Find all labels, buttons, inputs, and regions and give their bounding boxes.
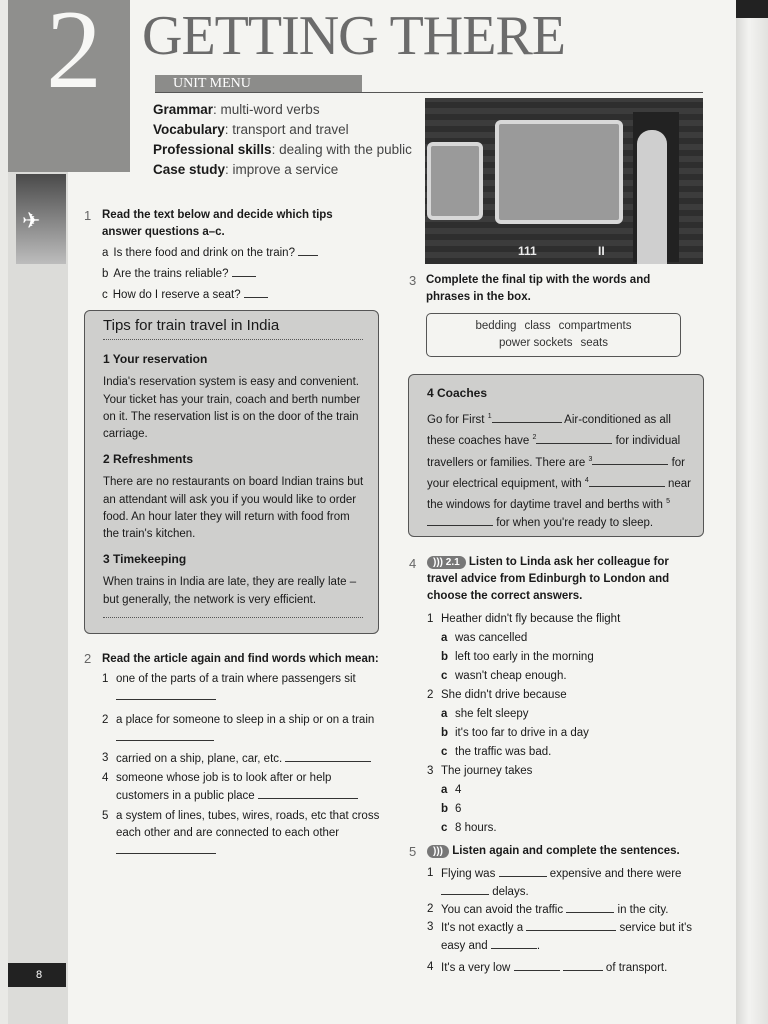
list-item: 2 a place for someone to sleep in a ship or on a train (102, 712, 380, 747)
answer-option: c 8 hours. (441, 822, 497, 834)
margin-strip (8, 170, 68, 1024)
page-number: 8 (8, 963, 66, 987)
list-item: 5 a system of lines, tubes, wires, roads, etc that cross each other and are connected to each other (102, 808, 380, 860)
answer-option: a was cancelled (441, 632, 528, 644)
unit-number: 2 (46, 0, 102, 112)
list-item: 3 carried on a ship, plane, car, etc. (102, 750, 380, 768)
unit-title: GETTING THERE (142, 5, 565, 67)
answer-option: c the traffic was bad. (441, 746, 552, 758)
menu-row: Professional skills: dealing with the public (153, 142, 412, 157)
train-number: 111 (518, 244, 537, 258)
exercise-5 (427, 843, 703, 977)
list-item: 4 someone whose job is to look after or help customers in a public place (102, 770, 380, 805)
answer-option: a she felt sleepy (441, 708, 529, 720)
list-item: 2 She didn't drive because (427, 689, 567, 701)
menu-divider (155, 92, 703, 93)
tips-section: 3 Timekeeping When trains in India are late, they are really late – but generally, the network is very efficient. (103, 552, 357, 606)
coaches-tip-box (408, 374, 704, 537)
audio-track-badge: ))) (427, 845, 449, 858)
answer-option: b 6 (441, 803, 462, 815)
exercise-2-number: 2 (84, 651, 92, 666)
coaches-heading: 4 Coaches (427, 386, 488, 400)
answer-option: b it's too far to drive in a day (441, 727, 589, 739)
list-item: c How do I reserve a seat? (102, 286, 362, 304)
exercise-2 (102, 651, 380, 860)
unit-menu-tab: UNIT MENU (155, 75, 362, 93)
exercise-4-number: 4 (409, 556, 417, 571)
coaches-text: Go for First $^1$ Air-conditioned as all these coaches have $^2$ for individual travellers or families. There are $^3$ for your electrical equipment, with $^4$ near the windows for daytime travel and berths with $^5$ for when you're ready to sleep. (427, 408, 693, 532)
exercise-5-heading: ))) Listen again and complete the sentences. (427, 843, 703, 860)
exercise-2-heading: Read the article again and find words which mean: (102, 653, 379, 665)
spine-edge (736, 0, 768, 18)
list-item: b Are the trains reliable? (102, 265, 362, 283)
list-item: 1 one of the parts of a train where passengers sit (102, 671, 380, 706)
exercise-3-number: 3 (409, 273, 417, 288)
tips-box (84, 310, 379, 634)
list-item: 4 It's a very low of transport. (427, 961, 668, 974)
exercise-1-heading: Read the text below and decide which tips answer questions a–c. (102, 209, 333, 238)
tips-section: 2 Refreshments There are no restaurants on board Indian trains but an attendant will ask you if you would like to order food. An hour later they will return with food from the train's kitchen. (103, 452, 364, 541)
list-item: 1 Heather didn't fly because the flight (427, 613, 621, 625)
book-spine (736, 0, 768, 1024)
exercise-5-number: 5 (409, 844, 417, 859)
word-box: bedding class compartments power sockets seats (426, 313, 681, 357)
unit-number-block (8, 0, 130, 172)
list-item: a Is there food and drink on the train? (102, 244, 362, 262)
list-item: 2 You can avoid the traffic in the city. (427, 903, 669, 916)
exercise-4 (427, 554, 699, 838)
menu-row: Vocabulary: transport and travel (153, 122, 349, 137)
list-item: 3 The journey takes (427, 765, 533, 777)
menu-row: Grammar: multi-word verbs (153, 102, 320, 117)
tips-title: Tips for train travel in India (103, 317, 280, 334)
train-number-2: II (598, 244, 605, 258)
plane-photo (16, 174, 66, 264)
exercise-1 (102, 207, 362, 304)
exercise-3-heading: Complete the final tip with the words and phrases in the box. (426, 274, 651, 303)
answer-option: c wasn't cheap enough. (441, 670, 567, 682)
answer-option: a 4 (441, 784, 462, 796)
exercise-1-number: 1 (84, 208, 92, 223)
list-item: 3 It's not exactly a service but it's easy and . (427, 921, 693, 952)
unit-menu (153, 100, 412, 180)
exercise-4-heading: ))) 2.1 Listen to Linda ask her colleague for travel advice from Edinburgh to London and choose the correct answers. (427, 556, 670, 602)
menu-row: Case study: improve a service (153, 162, 339, 177)
airplane-icon: ✈ (22, 208, 41, 233)
tips-section: 1 Your reservation India's reservation system is easy and convenient. Your ticket has your train, coach and berth number on it. The reservation list is on the door of the train carriage. (103, 352, 361, 441)
train-photo (425, 98, 703, 264)
list-item: 1 Flying was expensive and there were delays. (427, 867, 682, 898)
audio-track-badge: ))) 2.1 (427, 556, 466, 569)
answer-option: b left too early in the morning (441, 651, 594, 663)
